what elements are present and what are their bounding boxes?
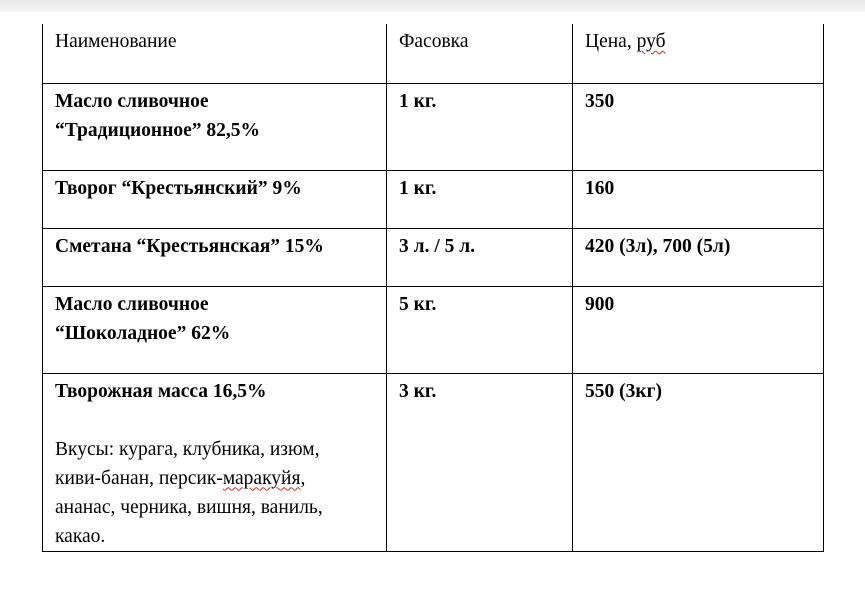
pack-value: 5 кг.: [399, 293, 437, 315]
table-row: [43, 228, 824, 286]
pack-cell: [387, 83, 573, 170]
product-name-cell: [43, 286, 387, 373]
product-name-line: Творожная масса 16,5%: [55, 380, 267, 402]
price-cell: [573, 170, 824, 228]
header-name-cell: [43, 24, 387, 83]
pack-value: 1 кг.: [399, 90, 437, 112]
flavors-text: ,: [300, 467, 306, 489]
price-cell: [573, 228, 824, 286]
header-pack: Фасовка: [399, 31, 469, 52]
price-cell: [573, 286, 824, 373]
price-value: 550 (3кг): [585, 380, 662, 402]
pack-value: 1 кг.: [399, 177, 437, 199]
header-price-cell: [573, 24, 824, 83]
pack-cell: [387, 170, 573, 228]
price-value: 900: [585, 293, 615, 315]
product-name-line: Масло сливочное: [55, 90, 209, 112]
header-price-prefix: Цена,: [585, 31, 637, 52]
price-value: 420 (3л), 700 (5л): [585, 235, 731, 257]
table-row: [43, 83, 824, 170]
flavors-line: какао.: [55, 525, 106, 547]
table-row: [43, 373, 824, 551]
flavors-line: Вкусы: курага, клубника, изюм,: [55, 438, 320, 460]
spellcheck-flagged-word: маракуйя: [222, 467, 301, 489]
price-cell: [573, 83, 824, 170]
pack-cell: [387, 286, 573, 373]
paragraph-gap: [55, 406, 376, 435]
pack-cell: [387, 228, 573, 286]
header-price-unit: руб: [636, 31, 666, 52]
price-value: 350: [585, 90, 615, 112]
price-cell: [573, 373, 824, 551]
flavors-line: [55, 464, 376, 493]
pack-value: 3 л. / 5 л.: [399, 235, 476, 257]
product-name-line: “Шоколадное” 62%: [55, 322, 231, 344]
price-value: 160: [585, 177, 615, 199]
price-table: [42, 24, 824, 552]
window-top-edge: [0, 0, 865, 12]
product-name-line: Сметана “Крестьянская” 15%: [55, 235, 324, 257]
product-name-cell: [43, 373, 387, 551]
header-pack-cell: [387, 24, 573, 83]
product-name-cell: [43, 228, 387, 286]
product-name-cell: [43, 83, 387, 170]
header-name: Наименование: [55, 31, 177, 52]
product-name-line: “Традиционное” 82,5%: [55, 119, 261, 141]
table-row: [43, 170, 824, 228]
product-name-line: Творог “Крестьянский” 9%: [55, 177, 302, 199]
product-name-cell: [43, 170, 387, 228]
flavors-line: ананас, черника, вишня, ваниль,: [55, 496, 323, 518]
flavors-text: киви-банан, персик-: [55, 467, 223, 489]
pack-value: 3 кг.: [399, 380, 437, 402]
table-header-row: [43, 24, 824, 83]
product-name-line: Масло сливочное: [55, 293, 209, 315]
table-row: [43, 286, 824, 373]
pack-cell: [387, 373, 573, 551]
